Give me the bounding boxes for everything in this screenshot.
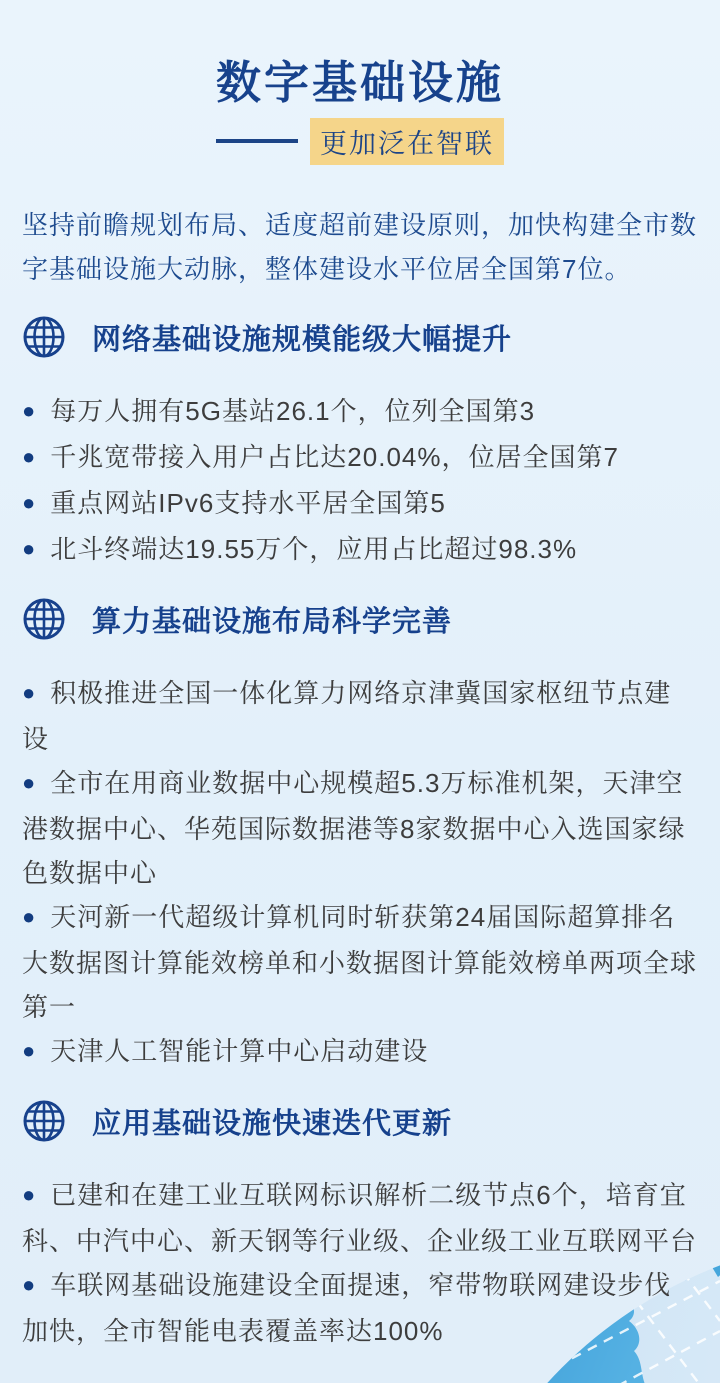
section-heading-row xyxy=(22,1099,698,1143)
section-network xyxy=(22,315,698,573)
bullet-text: 车联网基础设施建设全面提速，窄带物联网建设步伐加快，全市智能电表覆盖率达100% xyxy=(22,1270,672,1346)
bullet-list xyxy=(22,1173,698,1353)
section-title: 网络基础设施规模能级大幅提升 xyxy=(92,323,513,356)
bullet-item xyxy=(22,671,698,761)
bullet-text: 已建和在建工业互联网标识解析二级节点6个，培育宜科、中汽中心、新天钢等行业级、企业级工业互联网平台 xyxy=(22,1180,698,1256)
bullet-item xyxy=(22,1173,698,1263)
page-title: 数字基础设施 xyxy=(215,57,504,108)
bullet-text: 全市在用商业数据中心规模超5.3万标准机架，天津空港数据中心、华苑国际数据港等8家数据中心入选国家绿色数据中心 xyxy=(22,768,686,888)
intro-text: 坚持前瞻规划布局、适度超前建设原则，加快构建全市数字基础设施大动脉，整体建设水平位居全国第7位。 xyxy=(22,210,698,284)
bullet-item xyxy=(22,895,698,1029)
bullet-item xyxy=(22,389,698,435)
bullet-dot-icon: ● xyxy=(22,1038,37,1063)
bullet-text: 千兆宽带接入用户占比达20.04%，位居全国第7 xyxy=(50,442,619,472)
subtitle-highlight: 更加泛在智联 xyxy=(310,118,504,165)
bullet-text: 重点网站IPv6支持水平居全国第5 xyxy=(50,488,446,518)
bullet-text: 天津人工智能计算中心启动建设 xyxy=(50,1036,429,1066)
bullet-dot-icon: ● xyxy=(22,536,37,561)
bullet-dot-icon: ● xyxy=(22,904,37,929)
bullet-item xyxy=(22,1029,698,1075)
bullet-list xyxy=(22,671,698,1075)
bullet-dot-icon: ● xyxy=(22,770,37,795)
section-computing xyxy=(22,597,698,1075)
bullet-text: 天河新一代超级计算机同时斩获第24届国际超算排名大数据图计算能效榜单和小数据图计算能效榜单两项全球第一 xyxy=(22,902,698,1022)
infographic-page xyxy=(0,46,720,1353)
subtitle-row xyxy=(22,121,698,161)
bullet-dot-icon: ● xyxy=(22,1182,37,1207)
bullet-item xyxy=(22,435,698,481)
section-title: 应用基础设施快速迭代更新 xyxy=(92,1107,453,1140)
section-heading-row xyxy=(22,315,698,359)
section-heading-row xyxy=(22,597,698,641)
section-application xyxy=(22,1099,698,1353)
bullet-dot-icon: ● xyxy=(22,680,37,705)
bullet-text: 每万人拥有5G基站26.1个，位列全国第3 xyxy=(50,396,536,426)
bullet-dot-icon: ● xyxy=(22,398,37,423)
bullet-dot-icon: ● xyxy=(22,490,37,515)
section-title: 算力基础设施布局科学完善 xyxy=(92,605,453,638)
bullet-item xyxy=(22,527,698,573)
bullet-text: 北斗终端达19.55万个，应用占比超过98.3% xyxy=(50,534,578,564)
bullet-text: 积极推进全国一体化算力网络京津冀国家枢纽节点建设 xyxy=(22,678,672,754)
bullet-dot-icon: ● xyxy=(22,1272,37,1297)
globe-icon xyxy=(22,597,66,641)
subtitle-dash xyxy=(216,139,298,143)
bullet-item xyxy=(22,1263,698,1353)
bullet-list xyxy=(22,389,698,573)
bullet-dot-icon: ● xyxy=(22,444,37,469)
bullet-item xyxy=(22,481,698,527)
globe-icon xyxy=(22,315,66,359)
bullet-item xyxy=(22,761,698,895)
globe-icon xyxy=(22,1099,66,1143)
